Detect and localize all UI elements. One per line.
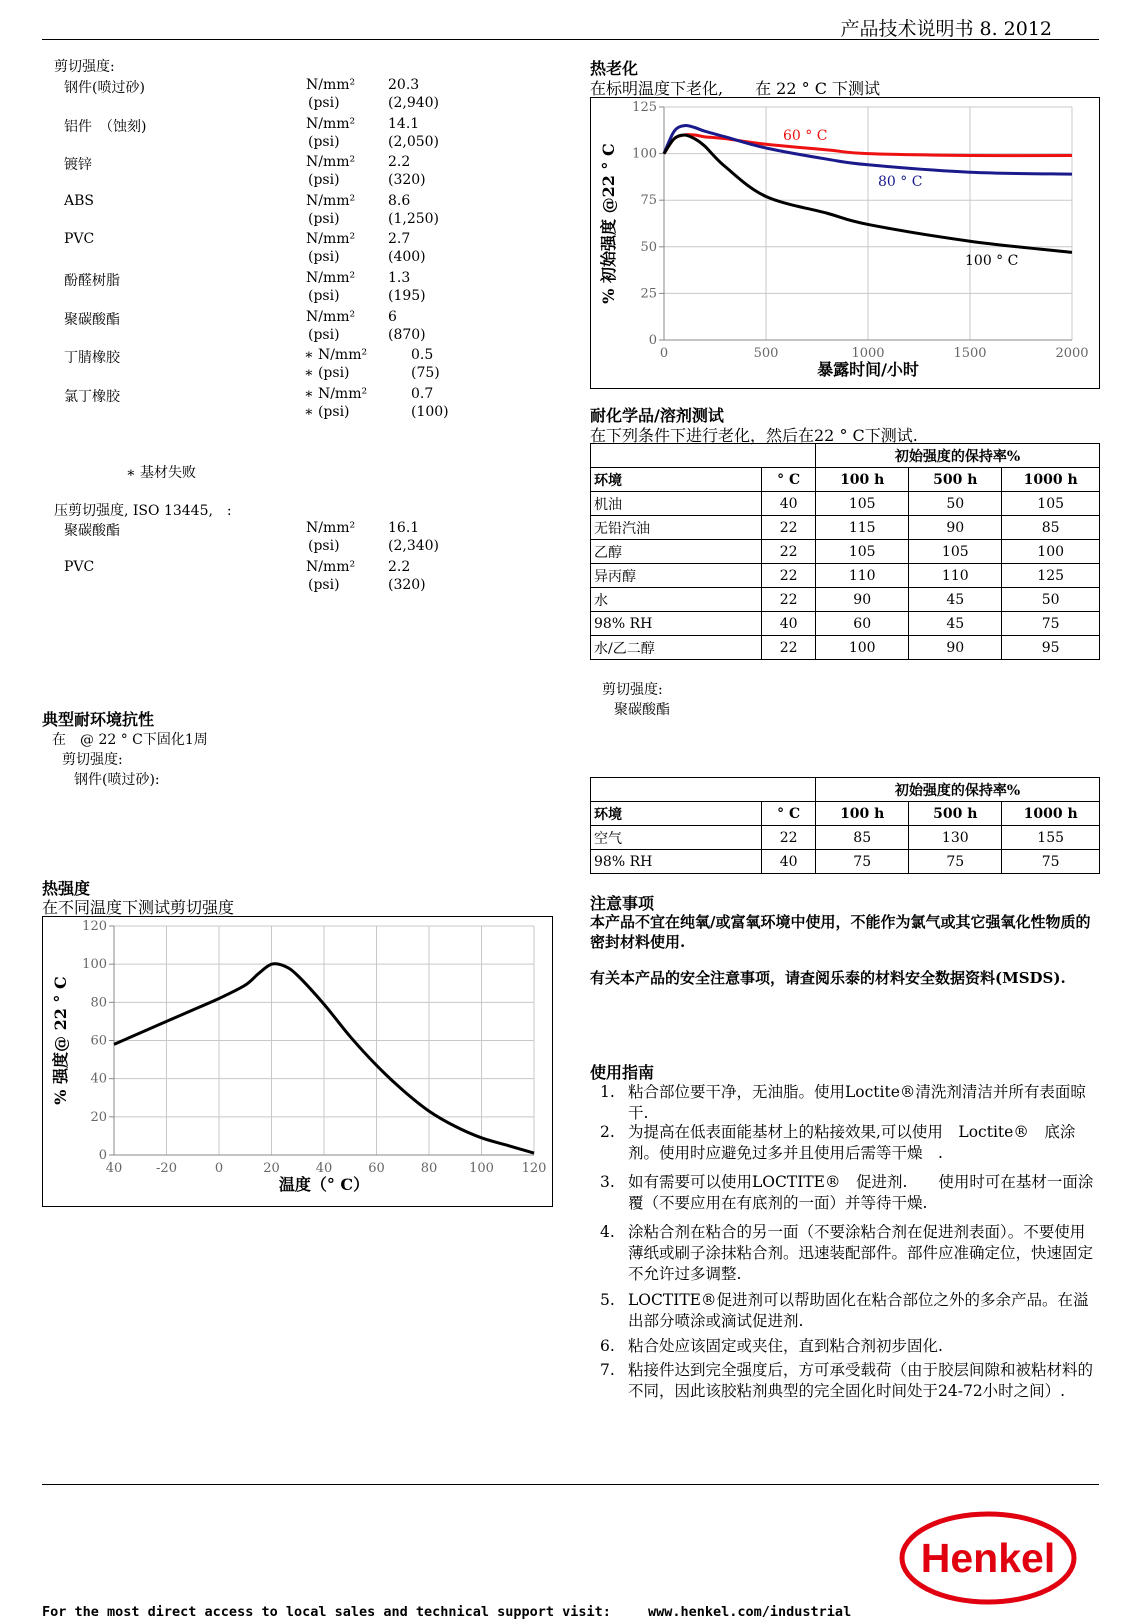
table-row: [591, 564, 1100, 588]
table-column-header: 500 h: [909, 802, 1002, 826]
table-row: [591, 540, 1100, 564]
table-cell: 无铅汽油: [591, 516, 762, 540]
table-cell: 22: [762, 540, 816, 564]
substrate-name: 聚碳酸酯: [64, 523, 120, 539]
table-cell: 75: [909, 850, 1002, 874]
unit-si: ∗ N/mm²: [304, 385, 368, 402]
table-cell: 45: [909, 588, 1002, 612]
environment-heading: 典型耐环境抗性: [42, 710, 155, 729]
guide-item-number: 2.: [600, 1123, 615, 1141]
table-cell: 85: [816, 826, 909, 850]
unit-psi: (psi): [308, 172, 340, 189]
x-tick-label: 100: [469, 1161, 494, 1176]
heat-strength-heading: 热强度: [42, 879, 91, 898]
table-cell: 155: [1002, 826, 1100, 850]
x-tick-label: 2000: [1055, 346, 1089, 361]
table-cell: 乙醇: [591, 540, 762, 564]
table-cell: 机油: [591, 492, 762, 516]
table-column-header: 1000 h: [1002, 802, 1100, 826]
table-cell: 105: [816, 492, 909, 516]
table-column-header: 环境: [591, 802, 762, 826]
y-tick-label: 50: [640, 239, 657, 255]
value-si: 6: [388, 308, 397, 325]
value-si: 2.7: [388, 231, 411, 248]
table-cell: 105: [816, 540, 909, 564]
substrate-name: 丁腈橡胶: [64, 350, 120, 367]
value-psi: (400): [388, 249, 426, 266]
table-row: [591, 850, 1100, 874]
unit-si: N/mm²: [306, 231, 356, 248]
substrate-name: 钢件(喷过砂): [64, 80, 145, 96]
x-tick-label: 1000: [851, 346, 885, 361]
table-cell: 98% RH: [591, 850, 762, 874]
guide-item-text: 如有需要可以使用LOCTITE® 促进剂. 使用时可在基材一面涂覆（不要应用在有底剂的一面）并等待干燥.: [628, 1173, 1094, 1212]
unit-psi: (psi): [308, 326, 340, 343]
table-cell: 100: [816, 636, 909, 660]
value-si: 2.2: [388, 558, 411, 575]
table-cell: 45: [909, 612, 1002, 636]
table-cell: 40: [762, 850, 816, 874]
henkel-logo-text: Henkel: [920, 1535, 1056, 1581]
table-column-header: ° C: [762, 468, 816, 492]
table-cell: 105: [1002, 492, 1100, 516]
unit-si: N/mm²: [306, 192, 356, 209]
table-blank-corner: [591, 778, 816, 802]
table-cell: 22: [762, 588, 816, 612]
chem-after-label-1: 剪切强度:: [602, 682, 663, 698]
unit-si: N/mm²: [306, 270, 356, 286]
heat-humidity-table: [590, 777, 1100, 874]
unit-psi: (psi): [308, 288, 340, 304]
y-axis-label: % 初始强度 @22 ° C: [599, 143, 618, 304]
table-cell: 水/乙二醇: [591, 636, 762, 660]
value-psi: (75): [411, 365, 440, 382]
value-si: 20.3: [388, 77, 420, 93]
table-cell: 22: [762, 516, 816, 540]
value-psi: (2,050): [388, 133, 440, 150]
x-tick-label: 60: [368, 1161, 385, 1176]
substrate-name: PVC: [64, 231, 95, 248]
guide-heading: 使用指南: [590, 1063, 655, 1082]
unit-si: N/mm²: [306, 115, 356, 132]
unit-psi: ∗ (psi): [304, 403, 350, 420]
substrate-name: ABS: [64, 192, 94, 209]
substrate-name: 酚醛树脂: [64, 273, 120, 289]
table-cell: 98% RH: [591, 612, 762, 636]
unit-si: N/mm²: [306, 308, 356, 325]
value-psi: (320): [388, 172, 426, 189]
table-group-header: 初始强度的保持率%: [816, 778, 1100, 802]
x-tick-label: 80: [420, 1161, 438, 1176]
value-psi: (870): [388, 326, 426, 343]
chem-subtitle: 在下列条件下进行老化，然后在22 ° C下测试.: [590, 426, 918, 445]
header-rule: [42, 39, 1099, 40]
table-cell: 水: [591, 588, 762, 612]
table-cell: 105: [909, 540, 1002, 564]
y-tick-label: 0: [98, 1148, 107, 1163]
document-title: 产品技术说明书 8. 2012: [840, 18, 1052, 40]
guide-item-number: 4.: [600, 1223, 615, 1241]
unit-si: ∗ N/mm²: [304, 347, 368, 364]
x-tick-label: 500: [753, 346, 779, 361]
substrate-name: 聚碳酸酯: [64, 311, 120, 328]
x-tick-label: 40: [315, 1161, 333, 1176]
value-si: 8.6: [388, 192, 411, 209]
value-psi: (320): [388, 576, 426, 593]
table-row: [591, 588, 1100, 612]
table-cell: 130: [909, 826, 1002, 850]
unit-si: N/mm²: [306, 558, 356, 575]
table-column-header: 500 h: [909, 468, 1002, 492]
table-cell: 60: [816, 612, 909, 636]
y-tick-label: 75: [640, 193, 657, 209]
unit-si: N/mm²: [306, 520, 356, 536]
unit-psi: (psi): [308, 133, 340, 150]
x-tick-label: 0: [214, 1161, 224, 1176]
x-tick-label: 1500: [953, 346, 987, 361]
y-tick-label: 125: [632, 100, 657, 115]
table-group-header: 初始强度的保持率%: [816, 444, 1100, 468]
substrate-name: 铝件 （蚀刻): [64, 118, 147, 135]
chem-after-label-2: 聚碳酸酯: [614, 702, 670, 718]
table-cell: 90: [909, 636, 1002, 660]
y-tick-label: 100: [82, 957, 107, 973]
table-cell: 75: [816, 850, 909, 874]
y-tick-label: 0: [648, 333, 657, 348]
table-cell: 40: [762, 612, 816, 636]
henkel-logo: [898, 1510, 1078, 1606]
series-label: 60 ° C: [783, 128, 828, 144]
table-cell: 22: [762, 564, 816, 588]
unit-psi: ∗ (psi): [304, 365, 350, 382]
unit-psi: (psi): [308, 576, 340, 593]
notes-paragraph-1: 本产品不宜在纯氧/或富氧环境中使用，不能作为氯气或其它强氧化性物质的密封材料使用.: [590, 913, 1091, 951]
x-tick-label: 20: [263, 1161, 280, 1176]
environment-line-1: 在 @ 22 ° C下固化1周: [52, 732, 208, 748]
y-tick-label: 120: [82, 919, 107, 934]
heat-aging-heading: 热老化: [590, 59, 639, 78]
value-si: 0.7: [411, 385, 434, 402]
unit-psi: (psi): [308, 210, 340, 227]
table-column-header: 100 h: [816, 468, 909, 492]
substrate-name: PVC: [64, 558, 95, 575]
y-tick-label: 40: [90, 1071, 107, 1087]
table-cell: 95: [1002, 636, 1100, 660]
substrate-name: 氯丁橡胶: [64, 388, 120, 405]
table-cell: 40: [762, 492, 816, 516]
chem-resistance-table: [590, 443, 1100, 660]
footer-link[interactable]: www.henkel.com/industrial: [648, 1604, 852, 1620]
guide-item-number: 6.: [600, 1337, 615, 1355]
guide-item-text: 粘合部位要干净，无油脂。使用Loctite®清洗剂清洁并所有表面晾干.: [628, 1083, 1086, 1122]
value-psi: (2,340): [388, 538, 440, 554]
table-cell: 空气: [591, 826, 762, 850]
table-column-header: 环境: [591, 468, 762, 492]
table-row: [591, 826, 1100, 850]
y-tick-label: 20: [90, 1109, 107, 1125]
table-cell: 125: [1002, 564, 1100, 588]
x-tick-label: -20: [156, 1161, 177, 1176]
value-psi: (195): [388, 288, 426, 304]
heat-aging-chart: [590, 97, 1100, 389]
guide-item-number: 1.: [600, 1083, 615, 1101]
unit-psi: (psi): [308, 249, 340, 266]
table-column-header: 1000 h: [1002, 468, 1100, 492]
table-row: [591, 612, 1100, 636]
table-row: [591, 492, 1100, 516]
heat-strength-subtitle: 在不同温度下测试剪切强度: [42, 898, 235, 917]
table-cell: 75: [1002, 850, 1100, 874]
heat-strength-chart: [42, 916, 553, 1207]
table-blank-corner: [591, 444, 816, 468]
notes-paragraph-2: 有关本产品的安全注意事项，请查阅乐泰的材料安全数据资料(MSDS).: [590, 969, 1066, 987]
y-tick-label: 60: [90, 1033, 107, 1049]
value-si: 0.5: [411, 347, 434, 364]
y-tick-label: 80: [90, 995, 107, 1011]
chart-frame: [591, 98, 1100, 389]
guide-item-number: 3.: [600, 1173, 615, 1191]
value-si: 2.2: [388, 154, 411, 171]
table-cell: 50: [1002, 588, 1100, 612]
table-cell: 75: [1002, 612, 1100, 636]
heat-aging-subtitle: 在标明温度下老化, 在 22 ° C 下测试: [590, 79, 881, 98]
table-cell: 90: [816, 588, 909, 612]
environment-line-3: 钢件(喷过砂):: [74, 772, 160, 788]
substrate-name: 镀锌: [64, 157, 92, 174]
table-cell: 110: [816, 564, 909, 588]
table-cell: 50: [909, 492, 1002, 516]
guide-item-text: 粘合处应该固定或夹住，直到粘合剂初步固化.: [628, 1337, 943, 1355]
x-axis-label: 暴露时间/小时: [817, 360, 919, 379]
value-psi: (100): [411, 403, 449, 420]
notes-heading: 注意事项: [590, 894, 655, 913]
x-tick-label: 40: [105, 1161, 123, 1176]
compressive-shear-heading: 压剪切强度, ISO 13445, :: [54, 503, 232, 519]
table-cell: 22: [762, 826, 816, 850]
table-column-header: 100 h: [816, 802, 909, 826]
guide-item-number: 5.: [600, 1291, 615, 1309]
table-column-header: ° C: [762, 802, 816, 826]
table-cell: 100: [1002, 540, 1100, 564]
footer-text: For the most direct access to local sales and technical support visit:: [42, 1604, 611, 1620]
y-tick-label: 25: [640, 286, 657, 302]
x-tick-label: 0: [659, 346, 669, 361]
value-si: 14.1: [388, 115, 420, 132]
table-cell: 110: [909, 564, 1002, 588]
series-label: 80 ° C: [878, 174, 923, 190]
x-axis-label: 温度（° C）: [278, 1175, 370, 1194]
guide-item-number: 7.: [600, 1361, 615, 1379]
table-cell: 85: [1002, 516, 1100, 540]
y-axis-label: % 强度@ 22 ° C: [51, 976, 70, 1105]
chem-heading: 耐化学品/溶剂测试: [590, 406, 724, 425]
table-row: [591, 516, 1100, 540]
y-tick-label: 100: [632, 146, 657, 162]
substrate-failure-note: ∗ 基材失败: [126, 465, 196, 481]
guide-item-text: 为提高在低表面能基材上的粘接效果,可以使用 Loctite® 底涂剂。使用时应避免过多并且使用后需等干燥 .: [628, 1123, 1076, 1162]
environment-line-2: 剪切强度:: [62, 752, 123, 768]
unit-psi: (psi): [308, 95, 340, 111]
unit-si: N/mm²: [306, 77, 356, 93]
guide-item-text: 涂粘合剂在粘合的另一面（不要涂粘合剂在促进剂表面）。不要使用薄纸或刷子涂抹粘合剂。迅速装配部件。部件应准确定位，快速固定不允许过多调整.: [628, 1223, 1094, 1283]
value-si: 16.1: [388, 520, 420, 536]
guide-item-text: LOCTITE®促进剂可以帮助固化在粘合部位之外的多余产品。在溢出部分喷涂或滴试促进剂.: [628, 1291, 1089, 1330]
series-label: 100 ° C: [965, 253, 1019, 269]
value-psi: (2,940): [388, 95, 440, 111]
guide-item-text: 粘接件达到完全强度后，方可承受载荷（由于胶层间隙和被粘材料的不同，因此该胶粘剂典型的完全固化时间处于24-72小时之间）.: [628, 1361, 1094, 1400]
value-si: 1.3: [388, 270, 411, 286]
value-psi: (1,250): [388, 210, 440, 227]
unit-si: N/mm²: [306, 154, 356, 171]
table-cell: 异丙醇: [591, 564, 762, 588]
table-cell: 22: [762, 636, 816, 660]
table-cell: 115: [816, 516, 909, 540]
table-row: [591, 636, 1100, 660]
table-cell: 90: [909, 516, 1002, 540]
unit-psi: (psi): [308, 538, 340, 554]
x-tick-label: 120: [521, 1161, 547, 1176]
footer-rule: [42, 1484, 1099, 1485]
shear-heading: 剪切强度:: [54, 59, 115, 75]
